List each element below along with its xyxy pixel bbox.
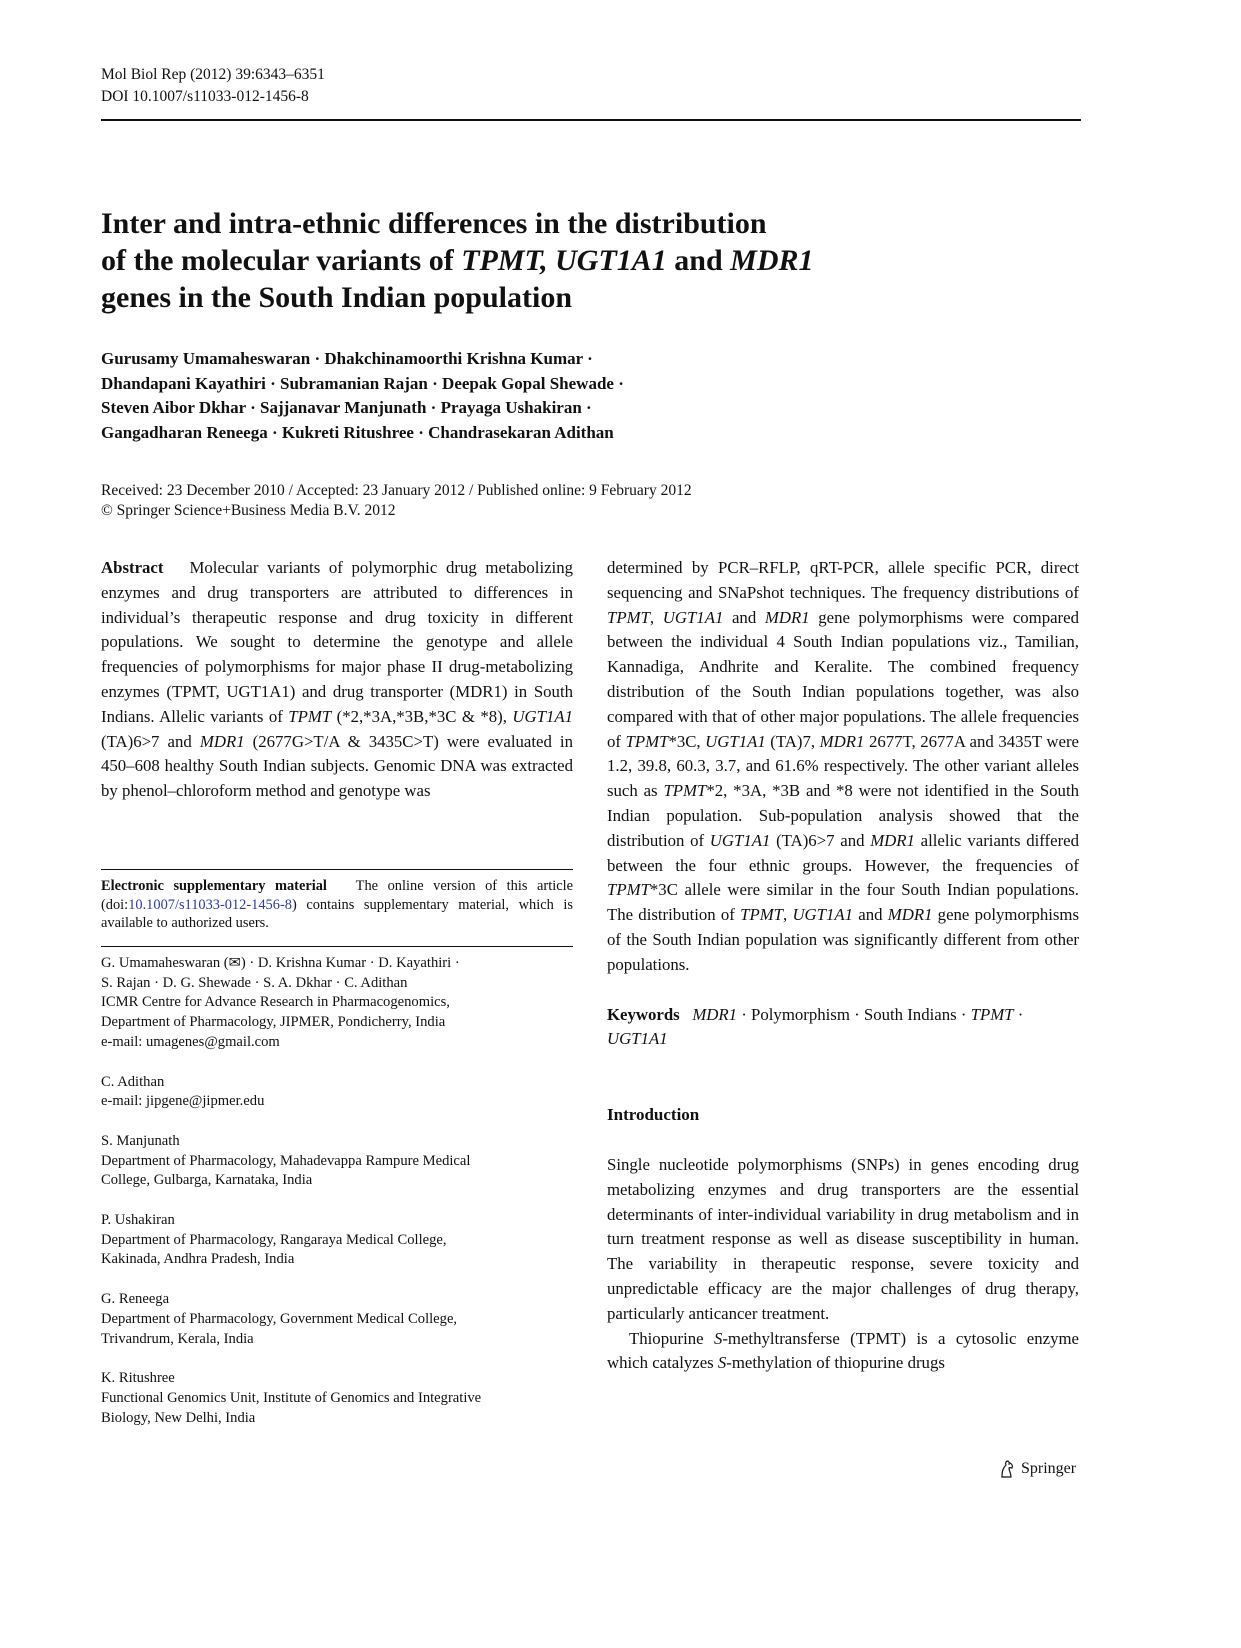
doi-link[interactable]: 10.1007/s11033-012-1456-8 bbox=[128, 896, 292, 913]
abstract-continued: determined by PCR–RFLP, qRT-PCR, allele specific PCR, direct sequencing and SNaPshot techniques. The frequency distributions of TPMT, UGT1A1 and MDR1 gene polymorphisms were compared between the individual 4 South Indian populations viz., Tamilian, Kannadiga, Andhrite and Keralite. The combined frequency distribution of the South Indian populations together, was also compared with that of other major populations. The allele frequencies of TPMT*3C, UGT1A1 (TA)7, MDR1 2677T, 2677A and 3435T were 1.2, 39.8, 60.3, 3.7, and 61.6% respectively. The other variant alleles such as TPMT*2, *3A, *3B and *8 were not identified in the South Indian population. Sub-population analysis showed that the distribution of UGT1A1 (TA)6>7 and MDR1 allelic variants differed between the four ethnic groups. However, the frequencies of TPMT*3C allele were similar in the four South Indian populations. The distribution of TPMT, UGT1A1 and MDR1 gene polymorphisms of the South Indian population was significantly different from other populations. bbox=[607, 558, 1080, 974]
affiliation-block: G. Umamaheswaran (✉) · D. Krishna Kumar · D. Kayathiri · S. Rajan · D. G. Shewade · S. A. Dkhar · C. Adithan ICMR Centre for Advance Research in Pharmacogenomics, Department of Pharmacology, JIPMER, Pondicherry, India e-mail: umagenes@gmail.com bbox=[101, 954, 573, 1053]
gene-name: TPMT bbox=[607, 880, 650, 900]
affiliation-block: P. Ushakiran Department of Pharmacology, Rangaraya Medical College, Kakinada, Andhra Pradesh, India bbox=[101, 1212, 447, 1268]
gene-name: TPMT bbox=[663, 781, 707, 801]
received-accepted-line: Received: 23 December 2010 / Accepted: 23 January 2012 / Published online: 9 February 2012 bbox=[101, 482, 692, 499]
email[interactable]: e-mail: umagenes@gmail.com bbox=[101, 1033, 280, 1050]
introduction-paragraph: Thiopurine S-methyltransferse (TPMT) is a cytosolic enzyme which catalyzes S-methylation of thiopurine drugs bbox=[607, 1328, 1079, 1373]
gene-name: MDR1 bbox=[819, 731, 865, 751]
gene-name: MDR1 bbox=[870, 830, 915, 850]
affiliation-block: C. Adithan e-mail: jipgene@jipmer.edu bbox=[101, 1073, 573, 1112]
gene-name: UGT1A1 bbox=[705, 731, 766, 751]
email[interactable]: e-mail: jipgene@jipmer.edu bbox=[101, 1093, 265, 1110]
title-gene-mdr1: MDR1 bbox=[730, 244, 814, 277]
title-genes: TPMT, UGT1A1 bbox=[461, 244, 667, 277]
affiliation-block: G. Reneega Department of Pharmacology, Government Medical College, Trivandrum, Kerala, India bbox=[101, 1291, 458, 1347]
affiliation-block: K. Ritushree Functional Genomics Unit, Institute of Genomics and Integrative Biology, New Delhi, India bbox=[101, 1370, 482, 1426]
header-rule bbox=[101, 119, 1081, 121]
affiliations bbox=[101, 954, 573, 1448]
author-line: Gangadharan Reneega · Kukreti Ritushree · Chandrasekaran Adithan bbox=[101, 422, 614, 442]
supplementary-label: Electronic supplementary material bbox=[101, 878, 327, 894]
keywords: Keywords MDR1 · Polymorphism · South Indians · TPMT · UGT1A1 bbox=[607, 1004, 1024, 1049]
gene-name: TPMT bbox=[288, 706, 332, 726]
title-line-1: Inter and intra-ethnic differences in the distribution bbox=[101, 207, 767, 240]
gene-name: UGT1A1 bbox=[709, 830, 771, 850]
affiliation-rule bbox=[101, 946, 573, 947]
introduction-paragraph: Single nucleotide polymorphisms (SNPs) in genes encoding drug metabolizing enzymes and drug transporters are the essential determinants of inter-individual variability in drug metabolism and in turn treatment response as well as disease susceptibility in human. The variability in therapeutic response, severe toxicity and unpredictable efficacy are the major challenges of drug therapy, particularly anticancer treatment. bbox=[607, 1154, 1079, 1323]
gene-name: UGT1A1 bbox=[792, 905, 854, 925]
publisher-name: Springer bbox=[1021, 1460, 1077, 1477]
article-title bbox=[101, 205, 1001, 316]
abstract-label: Abstract bbox=[101, 558, 164, 577]
gene-name: MDR1 bbox=[887, 905, 933, 925]
gene-name: MDR1 bbox=[199, 731, 245, 751]
author-line: Dhandapani Kayathiri · Subramanian Rajan · Deepak Gopal Shewade · bbox=[101, 373, 624, 393]
gene-name: TPMT bbox=[625, 731, 669, 751]
running-header bbox=[101, 64, 1081, 108]
springer-horse-icon bbox=[997, 1459, 1017, 1479]
author-line: Gurusamy Umamaheswaran · Dhakchinamoorthi Krishna Kumar · bbox=[101, 349, 593, 368]
abstract-left-column bbox=[101, 556, 573, 804]
abstract-paragraph: Abstract Molecular variants of polymorphic drug metabolizing enzymes and drug transporters are attributed to differences in individual’s therapeutic response and drug toxicity in different populations. We sought to determine the genotype and allele frequencies of polymorphisms for major phase II drug-metabolizing enzymes (TPMT, UGT1A1) and drug transporter (MDR1) in South Indians. Allelic variants of TPMT (*2,*3A,*3B,*3C & *8), UGT1A1 (TA)6>7 and MDR1 (2677G>T/A & 3435C>T) were evaluated in 450–608 healthy South Indian subjects. Genomic DNA was extracted by phenol–chloroform method and genotype was bbox=[101, 558, 573, 801]
gene-name: UGT1A1 bbox=[662, 607, 724, 627]
footnote-rule bbox=[101, 869, 573, 870]
copyright-line: © Springer Science+Business Media B.V. 2012 bbox=[101, 502, 396, 519]
publication-dates bbox=[101, 481, 1001, 521]
affiliation-block: S. Manjunath Department of Pharmacology, Mahadevappa Rampure Medical College, Gulbarga, Karnataka, India bbox=[101, 1132, 471, 1189]
keyword: MDR1 bbox=[692, 1004, 738, 1024]
right-column bbox=[607, 556, 1079, 1376]
title-line-2-pre: of the molecular variants of bbox=[101, 244, 462, 277]
title-line-3: genes in the South Indian population bbox=[101, 281, 573, 314]
gene-name: MDR1 bbox=[764, 607, 810, 627]
gene-name: UGT1A1 bbox=[512, 706, 573, 726]
author-line: Steven Aibor Dkhar · Sajjanavar Manjunath · Prayaga Ushakiran · bbox=[101, 398, 592, 417]
keywords-label: Keywords bbox=[607, 1004, 680, 1024]
gene-name: TPMT bbox=[740, 905, 784, 925]
gene-name: TPMT bbox=[607, 607, 650, 627]
keyword: UGT1A1 bbox=[607, 1029, 668, 1049]
section-heading-introduction: Introduction bbox=[607, 1105, 700, 1125]
author-list bbox=[101, 347, 1001, 445]
publisher-footer bbox=[997, 1458, 1076, 1480]
supplementary-note: Electronic supplementary material The online version of this article (doi:10.1007/s11033-012-1456-8) contains supplementary material, which is available to authorized users. bbox=[101, 878, 573, 931]
journal-citation: Mol Biol Rep (2012) 39:6343–6351 bbox=[101, 66, 325, 83]
keyword: TPMT bbox=[970, 1004, 1014, 1024]
doi: DOI 10.1007/s11033-012-1456-8 bbox=[101, 88, 309, 105]
title-and: and bbox=[666, 244, 731, 277]
